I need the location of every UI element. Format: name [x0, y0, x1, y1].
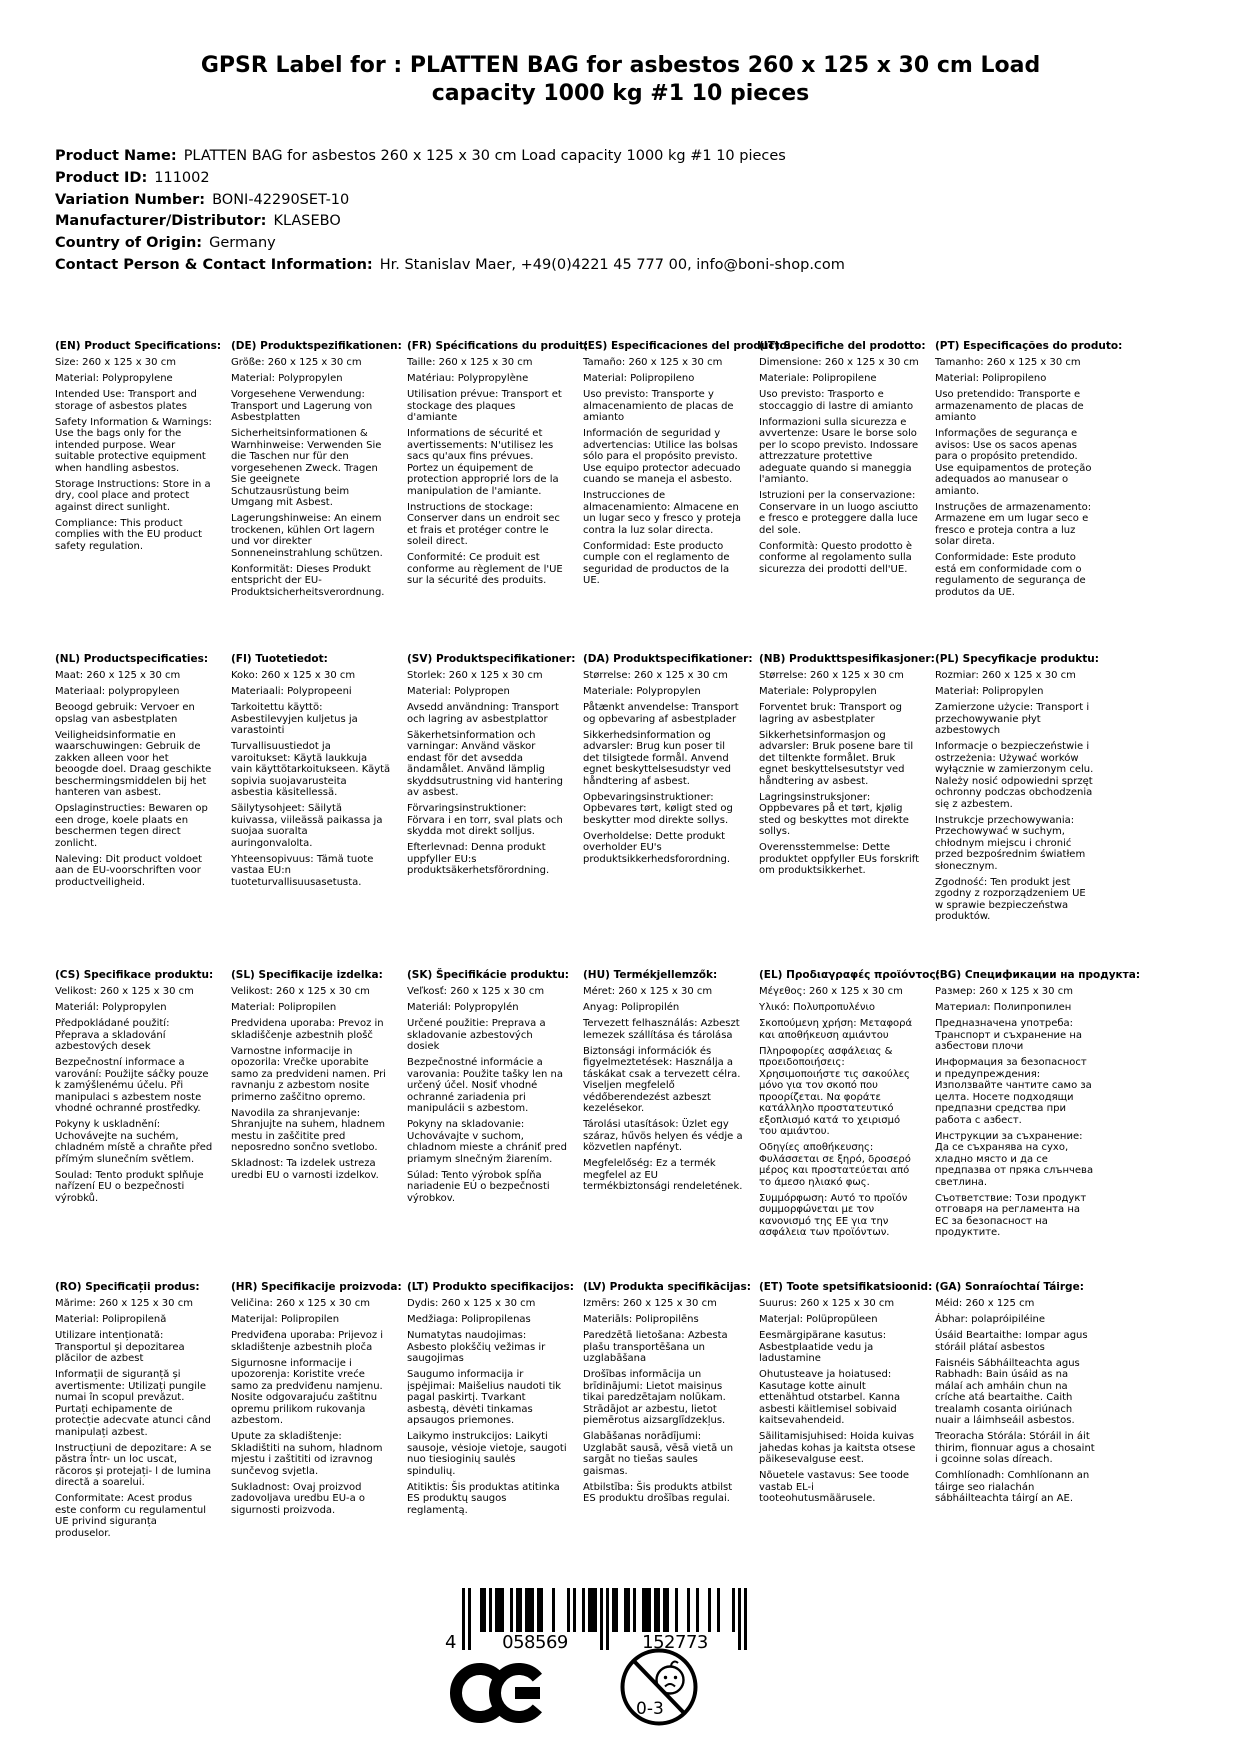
spec-paragraph: Påtænkt anvendelse: Transport og opbevaring af asbestplader: [583, 702, 739, 725]
barcode-bar: [624, 1588, 627, 1632]
barcode-bar: [591, 1588, 594, 1632]
spec-paragraph: Informations de sécurité et avertissements: N'utilisez les sacs qu'aux fins prévues. Portez un équipement de protection approprié lors de la manipulation de l'amiante.: [407, 428, 559, 497]
spec-paragraph: Yhteensopivuus: Tämä tuote vastaa EU:n tuoteturvallisuusasetusta.: [231, 853, 374, 888]
spec-paragraph: Instrucțiuni de depozitare: A se păstra într- un loc uscat, răcoros și protejați- l de lumina directă a soarelui.: [55, 1442, 212, 1488]
manufacturer-label: Manufacturer/Distributor:: [55, 213, 267, 230]
spec-paragraph: Съответствие: Този продукт отговаря на регламента на ЕС за безопасност на продуктите.: [935, 1192, 1087, 1238]
spec-paragraph: Pokyny k uskladnění: Uchovávejte na suchém, chladném místě a chraňte před přímým slunečním světlem.: [55, 1119, 213, 1165]
spec-paragraph: Forventet bruk: Transport og lagring av asbestplater: [759, 702, 902, 725]
spec-paragraph: Istruzioni per la conservazione: Conservare in un luogo asciutto e fresco e proteggere dalla luce del sole.: [759, 490, 919, 536]
spec-paragraph: Paredzētā lietošana: Azbesta plašu transportēšana un uzglabāšana: [583, 1330, 728, 1364]
spec-paragraph: Nõuetele vastavus: See toode vastab EL-i tooteohutusmäärusele.: [759, 1470, 910, 1504]
language-block-heading: (EL) Προδιαγραφές προϊόντος:: [759, 969, 940, 981]
barcode-bar: [687, 1588, 690, 1632]
barcode-bar: [528, 1588, 531, 1632]
language-block-de: [231, 341, 407, 654]
age-range-label: 0-3: [636, 1699, 664, 1719]
spec-paragraph: Megfelelőség: Ez a termék megfelel az EU termékbiztonsági rendeletének.: [583, 1158, 743, 1192]
spec-paragraph: Zgodność: Ten produkt jest zgodny z rozporządzeniem UE w sprawie bezpieczeństwa produktów.: [935, 876, 1086, 922]
spec-paragraph: Méret: 260 x 125 x 30 cm: [583, 986, 713, 997]
spec-paragraph: Opslaginstructies: Bewaren op een droge, koele plaats en beschermen tegen direct zonlicht.: [55, 803, 208, 849]
spec-paragraph: Conformidade: Este produto está em conformidade com o regulamento de segurança de produtos da UE.: [935, 552, 1086, 598]
baby-eye-left: [664, 1676, 667, 1679]
language-block-da: [583, 654, 759, 970]
language-block-pl: [935, 654, 1111, 970]
spec-paragraph: Sukladnost: Ovaj proizvod zadovoljava uredbu EU-a o sigurnosti proizvoda.: [231, 1481, 366, 1516]
language-block-sl: [231, 970, 407, 1282]
language-block-heading: (LV) Produkta specifikācijas:: [583, 1281, 751, 1293]
spec-paragraph: Navodila za shranjevanje: Shranjujte na suhem, hladnem mestu in zaščitite pred neposredno sončno svetlobo.: [231, 1107, 386, 1153]
spec-paragraph: Safety Information & Warnings: Use the bags only for the intended purpose. Wear suitable protective equipment when handling asbestos.: [55, 416, 212, 474]
spec-paragraph: Instrucciones de almacenamiento: Almacene en un lugar seco y fresco y proteja contra la luz solar directa.: [583, 490, 741, 536]
spec-paragraph: Suurus: 260 x 125 x 30 cm: [759, 1298, 895, 1309]
language-block-pt: [935, 340, 1123, 654]
spec-paragraph: Materiale: Polypropylen: [759, 686, 877, 697]
spec-paragraph: Určené použitie: Preprava a skladovanie azbestových dosiek: [407, 1018, 546, 1052]
barcode-bar: [663, 1588, 666, 1632]
spec-paragraph: Predvidena uporaba: Prevoz in skladiščenje azbestnih plošč: [231, 1018, 384, 1041]
language-block-fi: [231, 654, 407, 970]
barcode-bar: [666, 1588, 669, 1632]
spec-paragraph: Informações de segurança e avisos: Use os sacos apenas para o propósito pretendido. Use equipamentos de proteção adequados ao manusear o amianto.: [935, 428, 1092, 497]
variation-number-label: Variation Number:: [55, 191, 206, 208]
barcode-bar: [468, 1588, 471, 1650]
country-of-origin-row: [55, 233, 845, 255]
barcode-bar: [501, 1588, 504, 1632]
spec-paragraph: Informacje o bezpieczeństwie i ostrzeżenia: Używać worków wyłącznie w zamierzonym celu. Należy nosić odpowiedni sprzęt ochronny podczas obchodzenia się z azbestem.: [935, 741, 1094, 810]
barcode-bar: [525, 1588, 528, 1632]
language-block-heading: (FI) Tuotetiedot:: [231, 653, 328, 665]
spec-paragraph: Materiál: Polypropylen: [55, 1002, 167, 1013]
barcode-right-group: 152773: [642, 1632, 708, 1653]
spec-paragraph: Velikost: 260 x 125 x 30 cm: [55, 986, 194, 997]
language-block-lt: [407, 1282, 583, 1539]
spec-paragraph: Πληροφορίες ασφάλειας & προειδοποιήσεις: Χρησιμοποιήστε τις σακούλες μόνο για τον σκοπό που προορίζεται. Να φοράτε κατάλληλο προστατευτικό εξοπλισμό κατά το χειρισμό του αμιάντου.: [759, 1045, 910, 1137]
language-block-it: [759, 341, 935, 654]
spec-paragraph: Størrelse: 260 x 125 x 30 cm: [759, 670, 904, 681]
spec-paragraph: Size: 260 x 125 x 30 cm: [55, 357, 176, 368]
barcode-bar: [600, 1588, 603, 1650]
spec-paragraph: Säkerhetsinformation och varningar: Använd väskor endast för det avsedda ändamålet. Använd lämplig skyddsutrustning vid hantering av asbest.: [407, 729, 563, 798]
spec-paragraph: Materiál: Polypropylén: [407, 1002, 519, 1013]
barcode-bar: [510, 1588, 513, 1632]
spec-paragraph: Pokyny na skladovanie: Uchovávajte v suchom, chladnom mieste a chrániť pred priamym slnečným žiarením.: [407, 1119, 567, 1165]
language-block-heading: (RO) Specificații produs:: [55, 1281, 200, 1293]
barcode-bar: [531, 1588, 534, 1632]
spec-paragraph: Atitiktis: Šis produktas atitinka ES produktų saugos reglamentą.: [407, 1481, 560, 1516]
barcode-bar: [627, 1588, 630, 1632]
spec-paragraph: Numatytas naudojimas: Asbesto plokščių vežimas ir saugojimas: [407, 1330, 546, 1364]
language-block-heading: (DA) Produktspecifikationer:: [583, 653, 753, 665]
spec-paragraph: Material: Polipropilenă: [55, 1314, 167, 1325]
language-block-hu: [583, 970, 759, 1282]
barcode-bar: [642, 1588, 645, 1632]
spec-paragraph: Vorgesehene Verwendung: Transport und Lagerung von Asbestplatten: [231, 389, 373, 423]
language-block-heading: (EN) Product Specifications:: [55, 340, 222, 352]
spec-paragraph: Overholdelse: Dette produkt overholder EU's produktsikkerhedsforordning.: [583, 830, 731, 865]
language-block-et: [759, 1282, 935, 1539]
spec-paragraph: Uso previsto: Transporte y almacenamiento de placas de amianto: [583, 389, 734, 423]
spec-paragraph: Sigurnosne informacije i upozorenja: Koristite vreće samo za predviđenu namjenu. Nosite odgovarajuću zaštitnu opremu prilikom rukovanja azbestom.: [231, 1357, 383, 1426]
spec-paragraph: Konformität: Dieses Produkt entspricht der EU-Produktsicherheitsverordnung.: [231, 563, 385, 598]
spec-paragraph: Méid: 260 x 125 cm: [935, 1298, 1035, 1309]
spec-paragraph: Materijal: Polipropilen: [231, 1314, 340, 1325]
spec-paragraph: Materiaali: Polypropeeni: [231, 686, 352, 697]
barcode-bar: [567, 1588, 570, 1632]
spec-paragraph: Storlek: 260 x 125 x 30 cm: [407, 670, 543, 681]
spec-paragraph: Информация за безопасност и предупреждения: Използвайте чантите само за целта. Носете подходящи предпазни средства при работа с азбест.: [935, 1057, 1092, 1126]
language-block-heading: (SL) Specifikacije izdelka:: [231, 969, 383, 981]
language-block-nb: [759, 654, 935, 970]
spec-paragraph: Conformità: Questo prodotto è conforme al regolamento sulla sicurezza dei prodotti dell'UE.: [759, 540, 913, 575]
spec-paragraph: Glabāšanas norādījumi: Uzglabāt sausā, vēsā vietā un sargāt no tiešas saules gaismas.: [583, 1431, 734, 1477]
spec-paragraph: Tamanho: 260 x 125 x 30 cm: [935, 357, 1081, 368]
language-block-heading: (PL) Specyfikacje produktu:: [935, 653, 1099, 665]
page-title: GPSR Label for : PLATTEN BAG for asbestos 260 x 125 x 30 cm Load capacity 1000 kg #1 10 pieces: [200, 53, 1041, 106]
barcode-bar: [537, 1588, 540, 1632]
product-info-section: [55, 146, 845, 277]
spec-paragraph: Súlad: Tento výrobok spĺňa nariadenie EÚ o bezpečnosti výrobkov.: [407, 1169, 550, 1204]
spec-paragraph: Naleving: Dit product voldoet aan de EU-voorschriften voor productveiligheid.: [55, 853, 203, 888]
spec-paragraph: Bezpečnostní informace a varování: Použijte sáčky pouze k zamýšlenému účelu. Při manipulaci s azbestem noste vhodné ochranné prostředky.: [55, 1057, 209, 1114]
language-block-heading: (CS) Specifikace produktu:: [55, 969, 214, 981]
spec-paragraph: Velikost: 260 x 125 x 30 cm: [231, 986, 370, 997]
language-block-sv: [407, 654, 583, 970]
spec-paragraph: Predviđena uporaba: Prijevoz i skladištenje azbestnih ploča: [231, 1330, 384, 1353]
spec-paragraph: Sicherheitsinformationen & Warnhinweise: Verwenden Sie die Taschen nur für den vorgesehenen Zweck. Tragen Sie geeignete Schutzausrüstung beim Umgang mit Asbest.: [231, 428, 382, 508]
spec-paragraph: Sikkerhedsinformation og advarsler: Brug kun poser til det tilsigtede formål. Anvend egnet beskyttelsesudstyr ved håndtering af asbest.: [583, 729, 731, 787]
barcode-bar: [519, 1588, 522, 1632]
spec-paragraph: Tamaño: 260 x 125 x 30 cm: [583, 357, 723, 368]
barcode-bar: [552, 1588, 555, 1632]
spec-paragraph: Biztonsági információk és figyelmeztetések: Használja a táskákat csak a tervezett célra. Viseljen megfelelő védőberendezést azbeszt kezelésekor.: [583, 1045, 741, 1114]
barcode-bar: [648, 1588, 651, 1632]
spec-paragraph: Materiał: Polipropylen: [935, 686, 1044, 697]
spec-paragraph: Ábhar: polapróipiléine: [935, 1314, 1045, 1325]
spec-paragraph: Bezpečnostné informácie a varovania: Použite tašky len na určený účel. Nosiť vhodné ochranné zariadenia pri manipulácii s azbestom.: [407, 1057, 564, 1114]
spec-paragraph: Материал: Полипропилен: [935, 1002, 1072, 1013]
spec-paragraph: Μέγεθος: 260 x 125 x 30 cm: [759, 986, 903, 997]
language-block-heading: (DE) Produktspezifikationen:: [231, 340, 402, 352]
manufacturer-value: KLASEBO: [273, 213, 341, 230]
spec-paragraph: Conformitate: Acest produs este conform cu regulamentul UE privind siguranța produselor.: [55, 1493, 206, 1539]
barcode-bar: [645, 1588, 648, 1632]
contact-value: Hr. Stanislav Maer, +49(0)4221 45 777 00, info@boni-shop.com: [379, 256, 845, 273]
product-name-value: PLATTEN BAG for asbestos 260 x 125 x 30 cm Load capacity 1000 kg #1 10 pieces: [183, 148, 786, 164]
country-of-origin-label: Country of Origin:: [55, 235, 203, 252]
spec-paragraph: Dimensione: 260 x 125 x 30 cm: [759, 357, 919, 368]
barcode-bar: [594, 1588, 597, 1632]
barcode-bar: [612, 1588, 615, 1632]
spec-paragraph: Veľkosť: 260 x 125 x 30 cm: [407, 986, 545, 997]
spec-paragraph: Drošības informācija un brīdinājumi: Lietot maisiņus tikai paredzētajam nolūkam. Strādājot ar azbestu, lietot piemērotus aizsarglīdzekļus.: [583, 1369, 726, 1426]
spec-paragraph: Υλικό: Πολυπροπυλένιο: [759, 1002, 876, 1013]
language-block-heading: (NL) Productspecificaties:: [55, 653, 209, 665]
spec-paragraph: Atbilstība: Šis produkts atbilst ES produktu drošības regulai.: [583, 1481, 733, 1504]
language-block-ro: [55, 1282, 231, 1539]
spec-paragraph: Tarkoitettu käyttö: Asbestilevyjen kuljetus ja varastointi: [231, 702, 358, 736]
language-block-heading: (LT) Produkto specifikacijos:: [407, 1281, 574, 1293]
spec-paragraph: Materjal: Polüpropüleen: [759, 1314, 878, 1325]
language-block-lv: [583, 1282, 759, 1539]
spec-paragraph: Eesmärgipärane kasutus: Asbestplaatide vedu ja ladustamine: [759, 1330, 887, 1364]
spec-paragraph: Varnostne informacije in opozorila: Vrečke uporabite samo za predvideni namen. Pri ravnanju z azbestom nosite primerno zaščitno opremo.: [231, 1045, 386, 1103]
barcode-bar: [483, 1588, 486, 1632]
barcode-bar: [633, 1588, 636, 1632]
spec-paragraph: Intended Use: Transport and storage of asbestos plates: [55, 389, 197, 412]
spec-paragraph: Größe: 260 x 125 x 30 cm: [231, 357, 362, 368]
barcode-bar: [606, 1588, 609, 1650]
language-block-heading: (HR) Specifikacije proizvoda:: [231, 1281, 402, 1293]
language-block-heading: (GA) Sonraíochtaí Táirge:: [935, 1281, 1084, 1293]
language-block-hr: [231, 1282, 407, 1539]
spec-paragraph: Material: Polypropylen: [231, 373, 343, 384]
barcode-bar: [717, 1588, 720, 1632]
barcode-left-group: 058569: [502, 1632, 568, 1653]
barcode-bar: [516, 1588, 519, 1632]
spec-paragraph: Compliance: This product complies with the EU product safety regulation.: [55, 517, 203, 552]
spec-paragraph: Skladnost: Ta izdelek ustreza uredbi EU o varnosti izdelkov.: [231, 1158, 379, 1181]
spec-paragraph: Material: Polipropileno: [583, 373, 695, 384]
spec-paragraph: Materiaal: polypropyleen: [55, 686, 180, 697]
barcode-bar: [498, 1588, 501, 1632]
spec-paragraph: Información de seguridad y advertencias: Utilice las bolsas sólo para el propósito previsto. Use equipo protector adecuado cuando se maneja el asbesto.: [583, 428, 741, 485]
spec-paragraph: Säilitamisjuhised: Hoida kuivas jahedas kohas ja kaitsta otsese päikesevalguse eest.: [759, 1431, 916, 1465]
spec-paragraph: Instruções de armazenamento: Armazene em um lugar seco e fresco e proteja contra a luz solar direta.: [935, 501, 1092, 547]
barcode-bar: [588, 1588, 591, 1632]
spec-paragraph: Laikymo instrukcijos: Laikyti sausoje, vėsioje vietoje, saugoti nuo tiesioginių saulės spindulių.: [407, 1431, 567, 1477]
spec-paragraph: Förvaringsinstruktioner: Förvara i en torr, sval plats och skydda mot direkt solljus.: [407, 803, 563, 837]
spec-paragraph: Opbevaringsinstruktioner: Opbevares tørt, køligt sted og beskytter mod direkte sollys.: [583, 791, 733, 826]
ce-mark-icon: [450, 1662, 546, 1724]
product-id-value: 111002: [154, 169, 210, 186]
product-id-row: [55, 168, 845, 190]
variation-number-value: BONI-42290SET-10: [212, 191, 350, 208]
barcode-bar: [675, 1588, 678, 1632]
spec-paragraph: Materiale: Polypropylen: [583, 686, 701, 697]
barcode-bar: [582, 1588, 585, 1632]
language-block-heading: (ET) Toote spetsifikatsioonid:: [759, 1281, 933, 1293]
spec-paragraph: Materiāls: Polipropilēns: [583, 1314, 699, 1325]
barcode-bar: [696, 1588, 699, 1632]
spec-paragraph: Material: Polipropileno: [935, 373, 1047, 384]
spec-paragraph: Tervezett felhasználás: Azbeszt lemezek szállítása és tárolása: [583, 1018, 740, 1041]
spec-paragraph: Matériau: Polypropylène: [407, 373, 529, 384]
spec-paragraph: Utilizare intenționată: Transportul și depozitarea plăcilor de azbest: [55, 1330, 185, 1364]
language-block-heading: (PT) Especificações do produto:: [935, 340, 1123, 352]
language-block-cs: [55, 970, 231, 1282]
spec-paragraph: Efterlevnad: Denna produkt uppfyller EU:s produktsäkerhetsförordning.: [407, 842, 550, 876]
language-block-fr: [407, 340, 589, 654]
barcode-bar: [573, 1588, 576, 1632]
barcode-bar: [480, 1588, 483, 1632]
language-block-heading: (SV) Produktspecifikationer:: [407, 653, 576, 665]
spec-paragraph: Upute za skladištenje: Skladištiti na suhom, hladnom mjestu i zaštititi od izravnog sunčevog svjetla.: [231, 1431, 383, 1477]
spec-paragraph: Tárolási utasítások: Üzlet egy száraz, hűvös helyen és védje a közvetlen napfényt.: [583, 1119, 743, 1153]
barcode-bar: [654, 1588, 657, 1632]
spec-paragraph: Avsedd användning: Transport och lagring av asbestplattor: [407, 702, 559, 725]
spec-paragraph: Uso pretendido: Transporte e armazenamento de placas de amianto: [935, 389, 1084, 423]
spec-paragraph: Úsáid Beartaithe: Iompar agus stóráil plátaí asbestos: [935, 1330, 1088, 1353]
spec-paragraph: Beoogd gebruik: Vervoer en opslag van asbestplaten: [55, 702, 195, 725]
language-block-heading: (BG) Спецификации на продукта:: [935, 969, 1141, 981]
barcode-bar: [540, 1588, 543, 1632]
spec-paragraph: Размер: 260 x 125 x 30 cm: [935, 986, 1073, 997]
contact-label: Contact Person & Contact Information:: [55, 256, 373, 273]
spec-paragraph: Mărime: 260 x 125 x 30 cm: [55, 1298, 193, 1309]
spec-paragraph: Lagerungshinweise: An einem trockenen, kühlen Ort lagern und vor direkter Sonneneinstrahlung schützen.: [231, 513, 383, 559]
spec-paragraph: Ohutusteave ja hoiatused: Kasutage kotte ainult ettenähtud otstarbel. Kanna asbesti käitlemisel sobivaid kaitsevahendeid.: [759, 1369, 901, 1426]
language-block-en: [55, 341, 231, 654]
country-of-origin-value: Germany: [209, 235, 276, 252]
spec-paragraph: Οδηγίες αποθήκευσης: Φυλάσσεται σε ξηρό, δροσερό μέρος και προστατεύεται από το άμεσο ηλιακό φως.: [759, 1142, 911, 1188]
product-name-row: [55, 146, 845, 168]
spec-paragraph: Lagringsinstruksjoner: Oppbevares på et tørt, kjølig sted og beskyttes mot direkte sollys.: [759, 791, 909, 837]
spec-paragraph: Material: Polypropylene: [55, 373, 173, 384]
spec-paragraph: Инструкции за съхранение: Да се съхранява на сухо, хладно място и да се предпазва от пряка слънчева светлина.: [935, 1130, 1094, 1188]
contact-row: [55, 255, 845, 277]
language-block-heading: (FR) Spécifications du produit:: [407, 340, 589, 352]
spec-paragraph: Utilisation prévue: Transport et stockage des plaques d'amiante: [407, 389, 562, 423]
spec-paragraph: Material: Polypropen: [407, 686, 510, 697]
spec-paragraph: Informații de siguranță și avertismente: Utilizați pungile numai în scopul prevăzut. Purtați echipamente de protecție adecvate atunci când manipulați azbest.: [55, 1369, 211, 1438]
spec-paragraph: Säilytysohjeet: Säilytä kuivassa, viileässä paikassa ja suojaa suoralta auringonvalolta.: [231, 803, 383, 849]
barcode-bar: [738, 1588, 741, 1650]
language-block-heading: (SK) Špecifikácie produktu:: [407, 969, 570, 981]
spec-paragraph: Conformidad: Este producto cumple con el reglamento de seguridad de productos de la UE.: [583, 540, 730, 586]
spec-paragraph: Materiale: Polipropilene: [759, 373, 877, 384]
language-block-sk: [407, 970, 583, 1282]
spec-paragraph: Zamierzone użycie: Transport i przechowywanie płyt azbestowych: [935, 702, 1090, 736]
language-block-heading: (NB) Produkttspesifikasjoner:: [759, 653, 935, 665]
language-block-es: [583, 340, 791, 654]
spec-paragraph: Informazioni sulla sicurezza e avvertenze: Usare le borse solo per lo scopo previsto. Indossare attrezzature protettive adeguate quando si maneggia l'amianto.: [759, 416, 919, 485]
barcode-bar: [744, 1588, 747, 1650]
language-specs-grid: [55, 340, 1141, 1539]
spec-paragraph: Saugumo informacija ir įspėjimai: Maišelius naudoti tik pagal paskirtį. Tvarkant asbestą, dėvėti tinkamas apsaugos priemones.: [407, 1369, 562, 1426]
spec-paragraph: Treoracha Stórála: Stóráil in áit thirim, fionnuar agus a chosaint i gcoinne solas díreach.: [935, 1431, 1095, 1465]
spec-paragraph: Maat: 260 x 125 x 30 cm: [55, 670, 181, 681]
barcode-bar: [489, 1588, 492, 1632]
barcode-bar: [615, 1588, 618, 1632]
spec-paragraph: Instrukcje przechowywania: Przechowywać w suchym, chłodnym miejscu i chronić przed bezpośrednim światłem słonecznym.: [935, 814, 1086, 872]
barcode-bar: [708, 1588, 711, 1632]
product-name-label: Product Name:: [55, 148, 177, 164]
spec-paragraph: Taille: 260 x 125 x 30 cm: [407, 357, 533, 368]
spec-paragraph: Medžiaga: Polipropilenas: [407, 1314, 531, 1325]
spec-paragraph: Material: Polipropilen: [231, 1002, 337, 1013]
spec-paragraph: Veiligheidsinformatie en waarschuwingen: Gebruik de zakken alleen voor het beoogde doel. Draag geschikte beschermingsmiddelen bij het hanteren van asbest.: [55, 729, 212, 798]
spec-paragraph: Předpokládané použití: Přeprava a skladování azbestových desek: [55, 1018, 170, 1052]
spec-paragraph: Koko: 260 x 125 x 30 cm: [231, 670, 356, 681]
barcode-bar: [732, 1588, 735, 1632]
spec-paragraph: Dydis: 260 x 125 x 30 cm: [407, 1298, 536, 1309]
language-block-nl: [55, 654, 231, 970]
spec-paragraph: Izmērs: 260 x 125 x 30 cm: [583, 1298, 717, 1309]
spec-paragraph: Uso previsto: Trasporto e stoccaggio di lastre di amianto: [759, 389, 914, 412]
spec-paragraph: Overensstemmelse: Dette produktet oppfyller EUs forskrift om produktsikkerhet.: [759, 842, 920, 876]
variation-number-row: [55, 190, 845, 212]
age-warning-0-3-icon: [618, 1646, 700, 1728]
manufacturer-row: [55, 211, 845, 233]
language-block-ga: [935, 1282, 1111, 1539]
spec-paragraph: Anyag: Polipropilén: [583, 1002, 680, 1013]
spec-paragraph: Rozmiar: 260 x 125 x 30 cm: [935, 670, 1076, 681]
spec-paragraph: Comhlíonadh: Comhlíonann an táirge seo rialachán sábháilteachta táirgí an AE.: [935, 1470, 1090, 1504]
spec-paragraph: Veličina: 260 x 125 x 30 cm: [231, 1298, 370, 1309]
spec-paragraph: Faisnéis Sábháilteachta agus Rabhadh: Bain úsáid as na málaí ach amháin chun na críche atá beartaithe. Caith trealamh cosanta oiriúnach nuair a láimhseáil asbestos.: [935, 1357, 1080, 1426]
barcode-bar: [657, 1588, 660, 1632]
spec-paragraph: Størrelse: 260 x 125 x 30 cm: [583, 670, 728, 681]
language-block-bg: [935, 969, 1141, 1282]
barcode-bar: [462, 1588, 465, 1650]
spec-paragraph: Σκοπούμενη χρήση: Μεταφορά και αποθήκευση αμιάντου: [759, 1018, 913, 1041]
product-id-label: Product ID:: [55, 169, 148, 186]
spec-paragraph: Turvallisuustiedot ja varoitukset: Käytä laukkuja vain käyttötarkoitukseen. Käytä sopivia suojavarusteita asbestia käsitellessä.: [231, 741, 391, 798]
baby-eye-right: [674, 1676, 677, 1679]
language-block-el: [759, 969, 940, 1282]
spec-paragraph: Storage Instructions: Store in a dry, cool place and protect against direct sunlight.: [55, 478, 211, 513]
barcode-bar: [495, 1588, 498, 1632]
spec-paragraph: Συμμόρφωση: Αυτό το προϊόν συμμορφώνεται με τον κανονισμό της ΕΕ για την ασφάλεια των προϊόντων.: [759, 1192, 908, 1238]
language-block-heading: (ES) Especificaciones del producto:: [583, 340, 791, 352]
language-block-heading: (IT) Specifiche del prodotto:: [759, 340, 926, 352]
spec-paragraph: Sikkerhetsinformasjon og advarsler: Bruk posene bare til det tiltenkte formålet. Bruk egnet beskyttelsesutstyr ved håndtering av asbest.: [759, 729, 914, 787]
spec-paragraph: Instructions de stockage: Conserver dans un endroit sec et frais et protéger contre le soleil direct.: [407, 501, 560, 547]
spec-paragraph: Предназначена употреба: Транспорт и съхранение на азбестови плочи: [935, 1018, 1082, 1052]
barcode-first-digit: 4: [445, 1632, 456, 1653]
spec-paragraph: Conformité: Ce produit est conforme au règlement de l'UE sur la sécurité des produits.: [407, 552, 563, 586]
language-block-heading: (HU) Termékjellemzők:: [583, 969, 718, 981]
baby-frown: [665, 1684, 675, 1687]
spec-paragraph: Soulad: Tento produkt splňuje nařízení EU o bezpečnosti výrobků.: [55, 1169, 204, 1204]
